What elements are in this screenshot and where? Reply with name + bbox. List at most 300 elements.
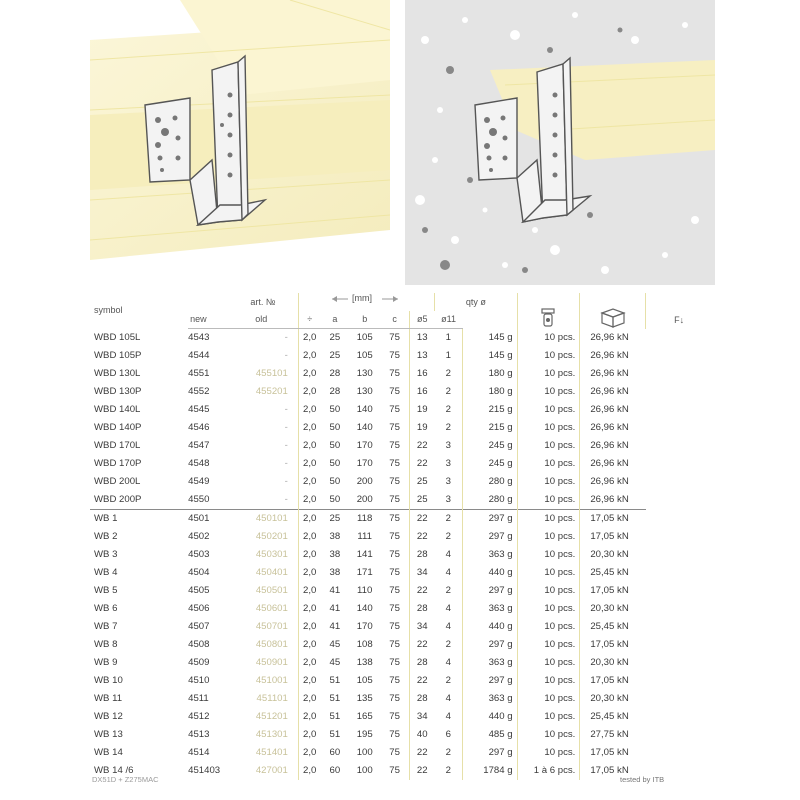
cell-force: 25,45 kN <box>580 564 646 582</box>
header-thickness: ÷ <box>298 311 320 329</box>
cell-pack: 10 pcs. <box>517 708 580 726</box>
cell-force: 20,30 kN <box>580 546 646 564</box>
table-row <box>90 654 702 672</box>
cell-weight: 280 g <box>463 473 518 491</box>
cell-thickness: 2,0 <box>298 726 320 744</box>
cell-new: 4510 <box>188 675 210 686</box>
cell-q5: 16 <box>409 365 434 383</box>
cell-thickness: 2,0 <box>298 672 320 690</box>
cell-b: 111 <box>357 531 372 542</box>
cell-new: 4506 <box>188 603 210 614</box>
cell-b: 170 <box>356 440 373 451</box>
cell-new: 4502 <box>188 531 210 542</box>
cell-b: 130 <box>356 386 373 397</box>
cell-new: 4513 <box>188 729 210 740</box>
cell-new: 4508 <box>188 639 210 650</box>
cell-new: 4504 <box>188 567 210 578</box>
cell-thickness: 2,0 <box>298 437 320 455</box>
table-row <box>90 636 702 654</box>
cell-thickness: 2,0 <box>298 401 320 419</box>
table-row <box>90 510 702 529</box>
cell-a: 45 <box>329 639 341 650</box>
cell-a: 50 <box>329 494 341 505</box>
cell-thickness: 2,0 <box>298 419 320 437</box>
cell-b: 100 <box>356 747 373 758</box>
cell-a: 25 <box>321 510 350 529</box>
cell-b: 200 <box>356 476 373 487</box>
cell-c: 75 <box>389 494 400 505</box>
force-arrow-icon: F↓ <box>674 314 685 325</box>
cell-thickness: 2,0 <box>298 690 320 708</box>
cell-force: 26,96 kN <box>580 491 646 510</box>
cell-a: 50 <box>329 458 341 469</box>
cell-old: - <box>284 440 288 451</box>
table-row <box>90 383 702 401</box>
cell-new: 4551 <box>188 368 210 379</box>
cell-q5: 34 <box>409 708 434 726</box>
cell-q5: 19 <box>409 419 434 437</box>
cell-c: 75 <box>389 386 400 397</box>
cell-q11: 2 <box>445 531 451 542</box>
cell-force: 20,30 kN <box>580 600 646 618</box>
cell-new: 4501 <box>188 510 235 529</box>
cell-old: 450701 <box>255 621 288 632</box>
cell-pack: 10 pcs. <box>517 690 580 708</box>
cell-old: 450601 <box>255 603 288 614</box>
cell-new: 4514 <box>188 747 210 758</box>
cell-thickness: 2,0 <box>298 473 320 491</box>
cell-symbol: WB 10 <box>94 675 123 686</box>
header-symbol: symbol <box>94 305 123 316</box>
cell-q11: 6 <box>445 729 451 740</box>
cell-a: 28 <box>329 368 341 379</box>
hanger-timber-illustration <box>90 0 390 285</box>
cell-old: 450901 <box>255 657 288 668</box>
cell-q11: 2 <box>445 675 451 686</box>
cell-b: 140 <box>356 404 373 415</box>
cell-force: 26,96 kN <box>580 347 646 365</box>
cell-pack: 10 pcs. <box>517 744 580 762</box>
cell-pack: 10 pcs. <box>517 582 580 600</box>
cell-new: 4505 <box>188 585 210 596</box>
cell-q11: 2 <box>445 639 451 650</box>
cell-old: 450101 <box>235 510 299 529</box>
cell-symbol: WBD 140L <box>94 404 141 415</box>
cell-symbol: WB 12 <box>94 711 123 722</box>
cell-c: 75 <box>389 567 400 578</box>
cell-q11: 4 <box>445 567 451 578</box>
cell-new: 451403 <box>188 765 221 776</box>
cell-q11: 4 <box>445 711 451 722</box>
cell-new: 4550 <box>188 494 210 505</box>
cell-q5: 13 <box>409 329 434 348</box>
cell-q5: 22 <box>409 636 434 654</box>
cell-symbol: WBD 200P <box>94 494 142 505</box>
cell-c: 75 <box>389 422 400 433</box>
cell-weight: 215 g <box>463 419 518 437</box>
cell-q5: 28 <box>409 654 434 672</box>
cell-old: - <box>284 422 288 433</box>
header-q5: ø5 <box>409 311 434 329</box>
header-force <box>646 293 702 329</box>
cell-symbol: WBD 105L <box>94 331 141 343</box>
cell-q11: 2 <box>445 422 451 433</box>
table-row <box>90 401 702 419</box>
cell-q5: 25 <box>409 491 434 510</box>
cell-symbol: WB 2 <box>94 531 118 542</box>
header-a: a <box>321 311 350 329</box>
cell-b: 141 <box>356 549 373 560</box>
cell-symbol: WBD 140P <box>94 422 142 433</box>
cell-old: - <box>284 332 288 343</box>
cell-old: 450301 <box>255 549 288 560</box>
cell-c: 75 <box>389 440 400 451</box>
cell-a: 41 <box>329 603 341 614</box>
cell-old: 451401 <box>255 747 288 758</box>
cell-b: 170 <box>356 621 373 632</box>
cell-q11: 3 <box>445 494 451 505</box>
cell-c: 75 <box>389 531 400 542</box>
cell-symbol: WB 4 <box>94 567 118 578</box>
cell-symbol: WBD 170L <box>94 440 141 451</box>
cell-thickness: 2,0 <box>298 546 320 564</box>
cell-pack: 10 pcs. <box>517 510 580 529</box>
cell-c: 75 <box>389 603 400 614</box>
cell-a: 45 <box>329 657 341 668</box>
cell-c: 75 <box>389 368 400 379</box>
cell-old: - <box>284 404 288 415</box>
table-row <box>90 744 702 762</box>
cell-a: 51 <box>329 675 341 686</box>
header-row-top <box>90 293 702 311</box>
cell-pack: 10 pcs. <box>517 347 580 365</box>
cell-q5: 28 <box>409 690 434 708</box>
cell-symbol: WB 11 <box>94 693 123 704</box>
cell-old: 450401 <box>255 567 288 578</box>
table-row <box>90 329 702 348</box>
cell-thickness: 2,0 <box>298 708 320 726</box>
cell-q5: 22 <box>409 437 434 455</box>
cell-b: 110 <box>357 585 373 596</box>
cell-force: 26,96 kN <box>580 365 646 383</box>
cell-a: 41 <box>329 585 341 596</box>
table-row <box>90 437 702 455</box>
cell-b: 140 <box>356 603 373 614</box>
cell-a: 51 <box>329 711 341 722</box>
cell-a: 60 <box>329 747 341 758</box>
cell-q11: 1 <box>445 350 451 361</box>
weight-icon <box>539 305 557 329</box>
table-row <box>90 491 702 510</box>
cell-weight: 363 g <box>463 654 518 672</box>
cell-force: 26,96 kN <box>580 383 646 401</box>
spec-table <box>90 293 702 780</box>
package-box-icon <box>598 305 628 329</box>
cell-c: 75 <box>389 693 400 704</box>
cell-q5: 28 <box>409 546 434 564</box>
table-row <box>90 726 702 744</box>
cell-q5: 22 <box>409 582 434 600</box>
table-row <box>90 455 702 473</box>
cell-weight: 297 g <box>463 636 518 654</box>
cell-c: 75 <box>389 476 400 487</box>
cell-pack: 10 pcs. <box>517 365 580 383</box>
cell-a: 50 <box>329 422 341 433</box>
cell-q11: 2 <box>445 404 451 415</box>
cell-force: 26,96 kN <box>580 437 646 455</box>
header-b: b <box>349 311 380 329</box>
table-row <box>90 762 702 780</box>
cell-c: 75 <box>389 711 400 722</box>
cell-thickness: 2,0 <box>298 582 320 600</box>
hanger-concrete-illustration <box>405 0 715 285</box>
header-weight <box>517 293 580 329</box>
cell-weight: 245 g <box>463 455 518 473</box>
spec-table-body <box>90 329 702 781</box>
cell-pack: 10 pcs. <box>517 726 580 744</box>
cell-force: 17,05 kN <box>580 762 646 780</box>
cell-weight: 440 g <box>463 564 518 582</box>
cell-pack: 10 pcs. <box>517 654 580 672</box>
cell-old: 455201 <box>255 386 288 397</box>
cell-q11: 2 <box>435 510 463 529</box>
cell-q5: 22 <box>409 455 434 473</box>
cell-c: 75 <box>389 765 400 776</box>
cell-b: 135 <box>356 693 373 704</box>
cell-q5: 22 <box>409 762 434 780</box>
cell-b: 170 <box>356 458 373 469</box>
cell-old: 455101 <box>255 368 288 379</box>
cell-a: 25 <box>329 332 341 343</box>
cell-symbol: WBD 130L <box>94 368 141 379</box>
cell-force: 27,75 kN <box>580 726 646 744</box>
cell-c: 75 <box>389 621 400 632</box>
cell-new: 4507 <box>188 621 210 632</box>
cell-pack: 10 pcs. <box>517 383 580 401</box>
cell-weight: 440 g <box>463 618 518 636</box>
table-row <box>90 708 702 726</box>
cell-b: 195 <box>356 729 373 740</box>
cell-a: 25 <box>329 350 341 361</box>
cell-weight: 363 g <box>463 690 518 708</box>
cell-weight: 297 g <box>463 744 518 762</box>
cell-thickness: 2,0 <box>298 510 320 529</box>
cell-new: 4552 <box>188 386 210 397</box>
cell-new: 4546 <box>188 422 210 433</box>
cell-q5: 22 <box>409 672 434 690</box>
cell-q5: 13 <box>409 347 434 365</box>
cell-force: 26,96 kN <box>580 419 646 437</box>
cell-weight: 180 g <box>463 383 518 401</box>
cell-pack: 10 pcs. <box>517 491 580 510</box>
cell-b: 105 <box>356 675 373 686</box>
header-c: c <box>380 311 409 329</box>
cell-weight: 363 g <box>463 600 518 618</box>
cell-thickness: 2,0 <box>298 347 320 365</box>
cell-new: 4547 <box>188 440 210 451</box>
table-row <box>90 347 702 365</box>
cell-pack: 10 pcs. <box>517 455 580 473</box>
cell-old: - <box>284 458 288 469</box>
cell-pack: 10 pcs. <box>517 329 580 348</box>
table-row <box>90 600 702 618</box>
cell-q5: 22 <box>409 510 434 529</box>
cell-old: 451101 <box>256 693 288 704</box>
cell-c: 75 <box>389 657 400 668</box>
cell-pack: 10 pcs. <box>517 546 580 564</box>
cell-new: 4512 <box>188 711 210 722</box>
cell-thickness: 2,0 <box>298 329 320 348</box>
cell-q11: 2 <box>445 765 451 776</box>
cell-symbol: WB 6 <box>94 603 118 614</box>
cell-c: 75 <box>389 585 400 596</box>
cell-force: 20,30 kN <box>580 690 646 708</box>
cell-new: 4548 <box>188 458 210 469</box>
cell-weight: 485 g <box>463 726 518 744</box>
cell-a: 50 <box>329 440 341 451</box>
cell-weight: 280 g <box>463 491 518 510</box>
header-new: new <box>188 311 235 329</box>
cell-q11: 2 <box>445 386 451 397</box>
cell-thickness: 2,0 <box>298 744 320 762</box>
cell-thickness: 2,0 <box>298 636 320 654</box>
cell-q5: 34 <box>409 618 434 636</box>
cell-weight: 180 g <box>463 365 518 383</box>
cell-new: 4543 <box>188 332 210 343</box>
cell-q5: 22 <box>409 528 434 546</box>
cell-q11: 3 <box>445 458 451 469</box>
cell-symbol: WB 13 <box>94 729 123 740</box>
cell-thickness: 2,0 <box>298 654 320 672</box>
cell-q5: 16 <box>409 383 434 401</box>
cell-force: 26,96 kN <box>580 329 646 348</box>
cell-q11: 2 <box>445 368 451 379</box>
cell-c: 75 <box>389 549 400 560</box>
cell-b: 140 <box>356 422 373 433</box>
cell-b: 171 <box>356 567 373 578</box>
cell-force: 25,45 kN <box>580 618 646 636</box>
cell-force: 17,05 kN <box>580 744 646 762</box>
cell-old: 451301 <box>255 729 288 740</box>
table-row <box>90 564 702 582</box>
cell-c: 75 <box>380 510 409 529</box>
cell-symbol: WB 14 /6 <box>94 765 134 776</box>
certification-note: tested by ITB <box>620 775 665 784</box>
cell-c: 75 <box>389 350 400 361</box>
cell-q5: 19 <box>409 401 434 419</box>
cell-symbol: WB 14 <box>94 747 123 758</box>
header-art-no: art. № <box>250 297 276 307</box>
cell-thickness: 2,0 <box>298 365 320 383</box>
cell-force: 26,96 kN <box>580 401 646 419</box>
cell-weight: 215 g <box>463 401 518 419</box>
cell-c: 75 <box>389 332 400 343</box>
cell-pack: 10 pcs. <box>517 618 580 636</box>
cell-pack: 10 pcs. <box>517 437 580 455</box>
cell-c: 75 <box>389 458 400 469</box>
cell-b: 108 <box>356 639 373 650</box>
cell-q11: 4 <box>445 657 451 668</box>
cell-thickness: 2,0 <box>298 762 320 780</box>
cell-a: 41 <box>329 621 341 632</box>
cell-b: 105 <box>356 332 373 343</box>
cell-new: 4549 <box>188 476 210 487</box>
cell-pack: 10 pcs. <box>517 636 580 654</box>
cell-a: 38 <box>329 549 341 560</box>
cell-new: 4503 <box>188 549 210 560</box>
cell-symbol: WB 7 <box>94 621 118 632</box>
cell-a: 50 <box>329 476 341 487</box>
cell-force: 17,05 kN <box>580 528 646 546</box>
header-qty: qty ø <box>435 293 517 311</box>
cell-q11: 4 <box>445 603 451 614</box>
mm-label: [mm] <box>351 293 372 303</box>
cell-thickness: 2,0 <box>298 564 320 582</box>
table-row <box>90 582 702 600</box>
cell-old: 451001 <box>255 675 288 686</box>
cell-q5: 28 <box>409 600 434 618</box>
cell-symbol: WBD 170P <box>94 458 142 469</box>
cell-old: 450501 <box>255 585 288 596</box>
table-row <box>90 672 702 690</box>
cell-weight: 145 g <box>463 329 518 348</box>
cell-b: 200 <box>356 494 373 505</box>
header-mm <box>321 293 410 311</box>
cell-q5: 22 <box>409 744 434 762</box>
cell-b: 130 <box>356 368 373 379</box>
cell-symbol: WB 3 <box>94 549 118 560</box>
cell-force: 17,05 kN <box>580 636 646 654</box>
cell-new: 4509 <box>188 657 210 668</box>
cell-symbol: WB 9 <box>94 657 118 668</box>
cell-pack: 10 pcs. <box>517 401 580 419</box>
cell-q5: 34 <box>409 564 434 582</box>
header-package <box>580 293 646 329</box>
cell-new: 4545 <box>188 404 210 415</box>
cell-weight: 363 g <box>463 546 518 564</box>
cell-b: 105 <box>356 350 373 361</box>
cell-old: - <box>284 476 288 487</box>
cell-q11: 1 <box>445 332 451 343</box>
table-row <box>90 365 702 383</box>
table-row <box>90 473 702 491</box>
cell-q11: 3 <box>445 476 451 487</box>
cell-pack: 10 pcs. <box>517 564 580 582</box>
header-q11: ø11 <box>435 311 463 329</box>
cell-q11: 4 <box>445 621 451 632</box>
table-row <box>90 618 702 636</box>
cell-force: 17,05 kN <box>580 582 646 600</box>
cell-c: 75 <box>389 639 400 650</box>
table-row <box>90 690 702 708</box>
cell-a: 60 <box>329 765 341 776</box>
cell-pack: 10 pcs. <box>517 672 580 690</box>
cell-force: 25,45 kN <box>580 708 646 726</box>
cell-a: 50 <box>329 404 341 415</box>
cell-weight: 440 g <box>463 708 518 726</box>
cell-c: 75 <box>389 675 400 686</box>
cell-symbol: WBD 200L <box>94 476 141 487</box>
table-row <box>90 546 702 564</box>
cell-weight: 297 g <box>463 510 518 529</box>
cell-old: - <box>284 494 288 505</box>
cell-c: 75 <box>389 729 400 740</box>
cell-thickness: 2,0 <box>298 618 320 636</box>
cell-q5: 25 <box>409 473 434 491</box>
cell-pack: 1 à 6 pcs. <box>517 762 580 780</box>
cell-force: 26,96 kN <box>580 455 646 473</box>
cell-a: 28 <box>329 386 341 397</box>
